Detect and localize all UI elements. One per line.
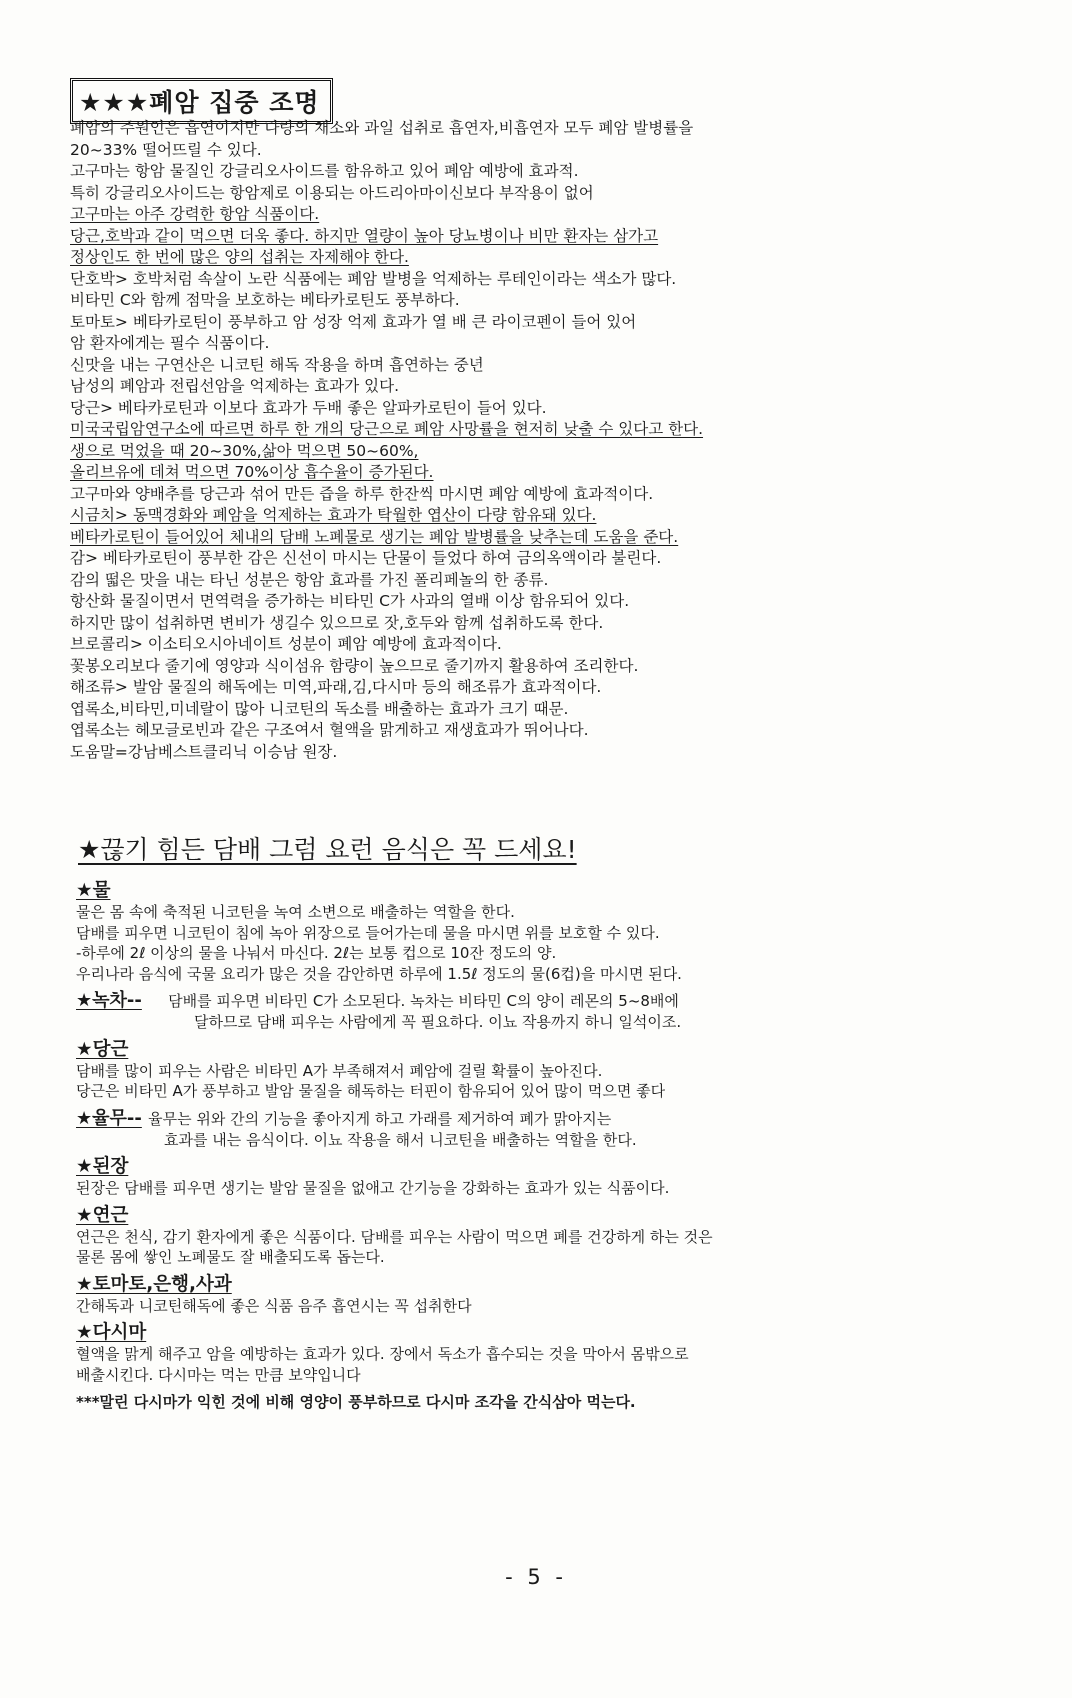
underlined-text: 생으로 먹었을 때 20~30%,삶아 먹으면 50~60%, [70, 441, 419, 460]
doenjang-line: 된장은 담배를 피우면 생기는 발암 물질을 없애고 간기능을 강화하는 효과가 있는 식품이다. [76, 1179, 670, 1197]
yulmu-text: 율무는 위와 간의 기능을 좋아지게 하고 가래를 제거하여 폐가 맑아지는 [148, 1109, 612, 1128]
lotus-line: 물론 몸에 쌓인 노폐물도 잘 배출되도록 돕는다. [76, 1248, 385, 1266]
yulmu-heading: ★율무-- [76, 1107, 142, 1129]
section1-line: 엽록소는 헤모글로빈과 같은 구조여서 혈액을 맑게하고 재생효과가 뛰어나다. [70, 721, 589, 739]
carrot-lines [76, 1061, 976, 1108]
section1-line [70, 247, 950, 269]
section1-line: 항산화 물질이면서 면역력을 증가하는 비타민 C가 사과의 열배 이상 함유되어 있다. [70, 592, 630, 610]
underlined-text: 베타카로틴이 들어있어 체내의 담배 노폐물로 생기는 폐암 발병률을 낮추는데 도움을 준다. [70, 527, 679, 546]
yulmu-cont: 효과를 내는 음식이다. 이뇨 작용을 해서 니코틴을 배출하는 역할을 한다. [164, 1130, 637, 1149]
doenjang-heading: ★된장 [76, 1156, 129, 1177]
lotus-heading: ★연근 [76, 1204, 129, 1226]
section1-line [70, 462, 950, 484]
section1-line: 토마토> 베타카로틴이 풍부하고 암 성장 억제 효과가 열 배 큰 라이코펜이 들어 있어 [70, 312, 637, 331]
water-lines [76, 902, 976, 990]
carrot-line: 당근은 비타민 A가 풍부하고 발암 물질을 해독하는 터핀이 함유되어 있어 많이 먹으면 좋다 [76, 1082, 666, 1100]
kelp-lines [76, 1344, 976, 1391]
water-line: 담배를 피우면 니코틴이 침에 녹아 위장으로 들어가는데 물을 마시면 위를 보호할 수 있다. [76, 923, 660, 942]
section2-title: ★끊기 힘든 담배 그럼 요런 음식은 꼭 드세요! [78, 835, 577, 864]
section1-line: 감의 떫은 맛을 내는 타닌 성분은 항암 효과를 가진 폴리페놀의 한 종류. [70, 570, 549, 589]
water-line: 물은 몸 속에 축적된 니코틴을 녹여 소변으로 배출하는 역할을 한다. [76, 903, 515, 921]
carrot-heading: ★당근 [76, 1038, 129, 1060]
section1-line: 20~33% 떨어뜨릴 수 있다. [70, 140, 262, 159]
section1-line: 꽃봉오리보다 줄기에 영양과 식이섬유 함량이 높으므로 줄기까지 활용하여 조리한다. [70, 656, 639, 675]
section1-line [70, 204, 950, 226]
page-number: - 5 - [505, 1565, 567, 1589]
lotus-lines [76, 1227, 976, 1274]
section1-line: 특히 강글리오사이드는 항암제로 이용되는 아드리아마이신보다 부작용이 없어 [70, 183, 594, 202]
tomato-heading: ★토마토,은행,사과 [76, 1273, 232, 1295]
section2-body [76, 880, 976, 1413]
section1-line: 신맛을 내는 구연산은 니코틴 해독 작용을 하며 흡연하는 중년 [70, 355, 484, 374]
lotus-line: 연근은 천식, 감기 환자에게 좋은 식품이다. 담배를 피우는 사람이 먹으면 폐를 건강하게 하는 것은 [76, 1227, 713, 1246]
doenjang-lines [76, 1178, 976, 1205]
section1-line: 엽록소,비타민,미네랄이 많아 니코틴의 독소를 배출하는 효과가 크기 때문. [70, 699, 569, 718]
section1-line: 남성의 폐암과 전립선암을 억제하는 효과가 있다. [70, 377, 400, 395]
section1-line: 비타민 C와 함께 점막을 보호하는 베타카로틴도 풍부하다. [70, 291, 460, 309]
water-line: -하루에 2ℓ 이상의 물을 나눠서 마신다. 2ℓ는 보통 컵으로 10잔 정도의 양. [76, 944, 557, 962]
underlined-text: 정상인도 한 번에 많은 양의 섭취는 자제해야 한다. [70, 248, 409, 266]
underlined-text: 당근,호박과 같이 먹으면 더욱 좋다. 하지만 열량이 높아 당뇨병이나 비만 환자는 삼가고 [70, 226, 659, 245]
yulmu-row [76, 1108, 976, 1130]
greentea-heading: ★녹차-- [76, 990, 142, 1011]
section1-line: 하지만 많이 섭취하면 변비가 생길수 있으므로 잣,호두와 함께 섭취하도록 한다. [70, 613, 604, 632]
kelp-heading: ★다시마 [76, 1322, 147, 1343]
section1-line: 브로콜리> 이소티오시아네이트 성분이 폐암 예방에 효과적이다. [70, 635, 502, 653]
section1-line [70, 505, 950, 527]
greentea-cont: 달하므로 담배 피우는 사람에게 꼭 필요하다. 이뇨 작용까지 하니 일석이조. [194, 1013, 682, 1031]
section1-line: 당근> 베타카로틴과 이보다 효과가 두배 좋은 알파카로틴이 들어 있다. [70, 398, 547, 417]
section1-line [70, 527, 950, 549]
underlined-text: 시금치> 동맥경화와 폐암을 억제하는 효과가 탁월한 엽산이 다량 함유돼 있다. [70, 506, 597, 524]
underlined-text: 올리브유에 데쳐 먹으면 70%이상 흡수율이 증가된다. [70, 463, 434, 481]
section1-line [70, 441, 950, 463]
section1-line: 도움말=강남베스트클리닉 이승남 원장. [70, 742, 338, 761]
section1-line [70, 226, 950, 248]
section1-line: 해조류> 발암 물질의 해독에는 미역,파래,김,다시마 등의 해조류가 효과적이다. [70, 678, 602, 696]
section1-line: 고구마는 항암 물질인 강글리오사이드를 함유하고 있어 폐암 예방에 효과적. [70, 162, 579, 180]
section1-line: 암 환자에게는 필수 식품이다. [70, 334, 270, 352]
greentea-text: 담배를 피우면 비타민 C가 소모된다. 녹차는 비타민 C의 양이 레몬의 5~8배에 [168, 992, 679, 1010]
underlined-text: 고구마는 아주 강력한 항암 식품이다. [70, 205, 320, 223]
water-line: 우리나라 음식에 국물 요리가 많은 것을 감안하면 하루에 1.5ℓ 정도의 물(6컵)을 마시면 된다. [76, 964, 682, 983]
greentea-row [76, 990, 976, 1012]
section1-line [70, 419, 950, 441]
section1-line: 단호박> 호박처럼 속살이 노란 식품에는 폐암 발병을 억제하는 루테인이라는 색소가 많다. [70, 269, 677, 288]
kelp-line: 혈액을 맑게 해주고 암을 예방하는 효과가 있다. 장에서 독소가 흡수되는 것을 막아서 몸밖으로 [76, 1345, 689, 1363]
carrot-line: 담배를 많이 피우는 사람은 비타민 A가 부족해져서 폐암에 걸릴 확률이 높아진다. [76, 1061, 603, 1080]
water-heading: ★물 [76, 880, 111, 901]
section1-line: 고구마와 양배추를 당근과 섞어 만든 즙을 하루 한잔씩 마시면 폐암 예방에 효과적이다. [70, 484, 654, 503]
section1-line: 폐암의 주원인은 흡연이지만 다량의 채소와 과일 섭취로 흡연자,비흡연자 모두 폐암 발병률을 [70, 119, 694, 137]
section1-line: 감> 베타카로틴이 풍부한 감은 신선이 마시는 단물이 들었다 하여 금의옥액이라 불린다. [70, 549, 662, 567]
underlined-text: 미국국립암연구소에 따르면 하루 한 개의 당근으로 폐암 사망률을 현저히 낮출 수 있다고 한다. [70, 420, 704, 438]
kelp-line: 배출시킨다. 다시마는 먹는 만큼 보약입니다 [76, 1365, 361, 1384]
tomato-lines [76, 1296, 976, 1323]
tomato-line: 간해독과 니코틴해독에 좋은 식품 음주 흡연시는 꼭 섭취한다 [76, 1296, 472, 1315]
kelp-note: ***말린 다시마가 익힌 것에 비해 영양이 풍부하므로 다시마 조각을 간식삼아 먹는다. [76, 1393, 636, 1411]
section1-body [70, 118, 950, 763]
section1-title: ★★★폐암 집중 조명 [70, 78, 333, 124]
